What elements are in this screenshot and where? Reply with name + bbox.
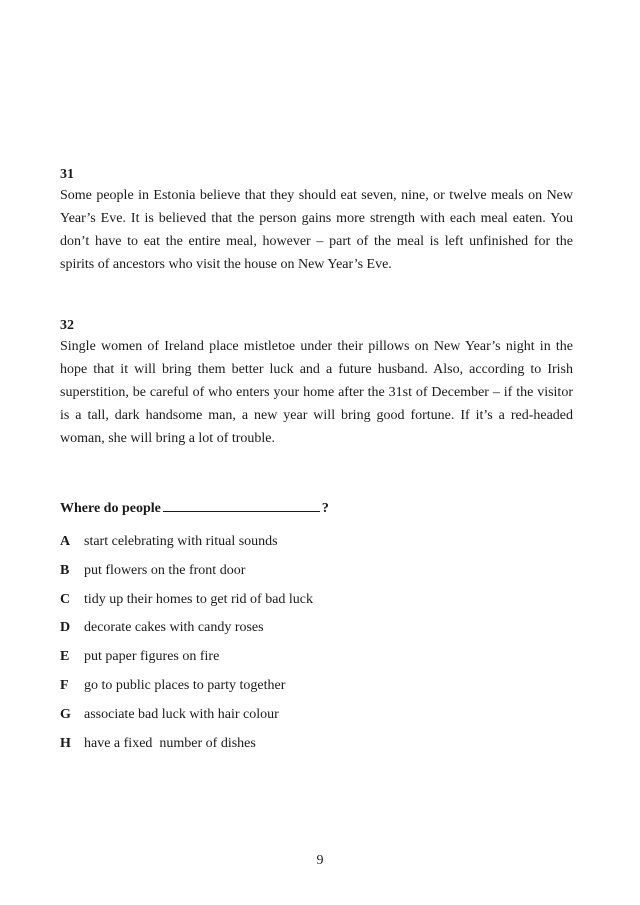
option-a bbox=[60, 533, 313, 562]
question-suffix: ? bbox=[321, 501, 329, 516]
option-letter: F bbox=[60, 677, 69, 693]
option-f bbox=[60, 677, 313, 706]
option-c bbox=[60, 591, 313, 620]
option-letter: A bbox=[60, 534, 71, 549]
section-paragraph-31: Some people in Estonia believe that they should eat seven, nine, or twelve meals on New Year’s Eve. It is believed that the person gains more strength with each meal eaten. You don’t have to eat the entire meal, however – part of the meal is left unfinished for the spirits of ancestors who visit the house on New Year’s Eve. bbox=[60, 188, 573, 272]
option-b bbox=[60, 562, 313, 591]
option-letter: G bbox=[60, 706, 71, 722]
option-text: decorate cakes with candy roses bbox=[84, 620, 264, 636]
option-letter: E bbox=[60, 649, 70, 665]
option-g bbox=[60, 706, 313, 735]
answer-blank-line bbox=[163, 499, 320, 512]
option-text: put flowers on the front door bbox=[84, 562, 246, 578]
option-letter: H bbox=[60, 735, 71, 751]
section-number-31: 31 bbox=[60, 167, 74, 182]
section-number-32: 32 bbox=[60, 318, 74, 333]
option-text: go to public places to party together bbox=[84, 677, 286, 693]
option-d bbox=[60, 619, 313, 648]
option-letter: D bbox=[60, 620, 71, 636]
answer-options-list bbox=[60, 533, 313, 763]
option-text: tidy up their homes to get rid of bad luck bbox=[84, 591, 314, 607]
option-text: put paper figures on fire bbox=[84, 649, 220, 665]
option-h bbox=[60, 735, 313, 764]
option-text: start celebrating with ritual sounds bbox=[84, 534, 278, 549]
option-letter: B bbox=[60, 562, 70, 578]
question-prompt bbox=[60, 499, 329, 518]
page-number: 9 bbox=[316, 853, 324, 868]
option-letter: C bbox=[60, 591, 71, 607]
question-prefix: Where do people bbox=[60, 501, 161, 516]
option-text: have a fixed number of dishes bbox=[84, 735, 256, 751]
option-e bbox=[60, 648, 313, 677]
option-text: associate bad luck with hair colour bbox=[84, 706, 279, 722]
section-paragraph-32: Single women of Ireland place mistletoe under their pillows on New Year’s night in the hope that it will bring them better luck and a future husband. Also, according to Irish superstition, be careful of who enters your home after the 31st of December – if the visitor is a tall, dark handsome man, a new year will bring good fortune. If it’s a red-headed woman, she will bring a lot of trouble. bbox=[60, 339, 573, 446]
